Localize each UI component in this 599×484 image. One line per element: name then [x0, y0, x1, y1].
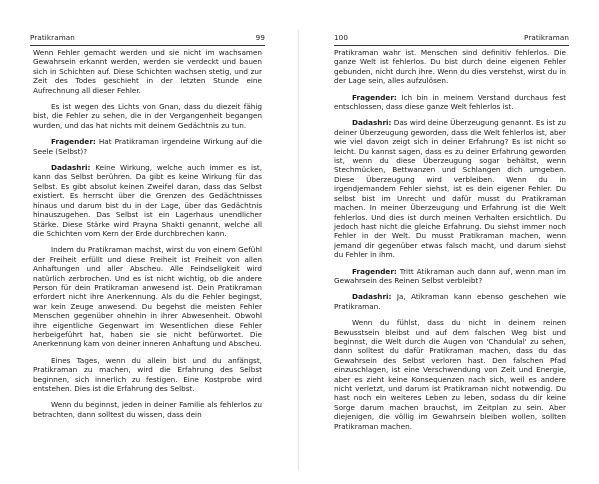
paragraph: Es ist wegen des Lichts von Gnan, dass du diezeit fähig bist, die Fehler zu sehen, die in der Vergangenheit begangen wurden, und das hat nichts mit deinem Gedächtnis zu tun. — [33, 102, 262, 130]
page-number: 100 — [334, 33, 349, 42]
dialog-paragraph: Dadashri: Das wird deine Überzeugung genannt. Es ist zu deiner Überzeugung geworden, dass die Welt fehlerlos ist, aber wie viel davon zeigt sich in deiner Erfahrung? Es ist nicht so leicht. Du kannst sagen, dass es zu deiner Erfahrung geworden ist, wenn du diese Überzeugung sogar behältst, wenn Stechmücken, Bettwanzen und Schlangen dich umgeben. Diese Überzeugung wird verbleiben. Wenn du in irgendjemandem Fehler siehst, ist es dein eigener Fehler. Du selbst bist im Unrecht und dafür musst du Pratikraman machen. In meiner Überzeugung und Erfahrung ist die Welt fehlerlos. Und dies ist durch meinen Verhalten ersichtlich. Du jedoch hast nicht die gleiche Erfahrung. Du siehst immer noch Fehler in der Welt. Du musst Pratikraman machen, wenn jemand dir gegenüber etwas falsch macht, und darum siehst du Fehler in ihm. — [334, 118, 566, 260]
running-head — [30, 33, 265, 45]
dialog-paragraph: Fragender: Hat Pratikraman irgendeine Wirkung auf die Seele (Selbst)? — [33, 137, 262, 156]
speaker-label: Dadashri: — [352, 118, 392, 128]
right-page — [300, 0, 599, 484]
speaker-label: Fragender: — [352, 266, 397, 276]
page-body — [33, 48, 262, 426]
running-head-title: Pratikraman — [30, 33, 75, 42]
paragraph: Wenn Fehler gemacht werden und sie nicht im wachsamen Gewahrsein erkannt werden, werden sie verdeckt und bauen sich in Schichten auf. Diese Schichten wachsen stetig, und zur Zeit des Todes geschieht in der letzten Stunde eine Aufrechnung all dieser Fehler. — [33, 48, 262, 95]
page-number: 99 — [255, 33, 265, 42]
paragraph: Indem du Pratikraman machst, wirst du von einem Gefühl der Freiheit erfüllt und diese Freiheit ist Freiheit von allen Anhaftungen und aller Abscheu. Alle Feindseligkeit wird natürlich zerbrochen. Und es ist nicht wichtig, ob die andere Person für dein Pratikraman anwesend ist. Dein Pratikraman erfordert nicht ihre Anerkennung. Als du die Fehler begingst, war kein Zeuge anwesend. Du begehst die meisten Fehler Menschen gegenüber ohnehin in ihrer Abwesenheit. Obwohl ihre eigentliche Gegenwart im Wesentlichen diese Fehler herbeigeführt hat, haben sie sie nicht befürwortet. Die Anerkennung kam von deiner inneren Anhaftung und Abscheu. — [33, 245, 262, 349]
paragraph: Eines Tages, wenn du allein bist und du anfängst, Pratikraman zu machen, wird die Erfahrung des Selbst beginnen, sich innerlich zu festigen. Eine Kostprobe wird entstehen. Dies ist die Erfahrung des Selbst. — [33, 355, 262, 393]
paragraph: Wenn du beginnst, jeden in deiner Familie als fehlerlos zu betrachten, dann solltest du wissen, dass dein — [33, 400, 262, 419]
paragraph: Wenn du fühlst, dass du nicht in deinem reinen Bewusstsein bleibst und auf dem falschen Weg bist und beginnst, die Welt durch die Augen von 'Chandulal' zu sehen, dann solltest du dafür Pratikraman machen, dass du das Gewahrsein des Selbst verloren hast. Den falschen Pfad einzuschlagen, ist eine Verschwendung von Zeit und Energie, aber es zieht keine Konsequenzen nach sich, weil es andere nicht verletzt, und darum ist Pratikraman nicht notwendig. Du hast noch ein weiteres Leben zu leben, sodass du dir keine Sorge darum machen brauchst, im Zeitplan zu sein. Aber diejenigen, die völlig im Gewahrsein bleiben wollen, sollten Pratikraman machen. — [334, 318, 566, 431]
speaker-label: Dadashri: — [352, 292, 392, 302]
speaker-label: Dadashri: — [51, 163, 91, 173]
header-rule — [30, 45, 265, 46]
dialog-paragraph: Fragender: Tritt Atikraman auch dann auf, wenn man im Gewahrsein des Reinen Selbst verbleibt? — [334, 266, 566, 285]
header-rule — [334, 45, 569, 46]
running-head — [334, 33, 569, 45]
dialog-paragraph: Fragender: Ich bin in meinem Verstand durchaus fest entschlossen, dass diese ganze Welt fehlerlos ist. — [334, 92, 566, 112]
left-page — [0, 0, 299, 484]
dialog-paragraph: Dadashri: Keine Wirkung, welche auch immer es ist, kann das Selbst berühren. Da gibt es keine Wirkung für das Selbst. Es gibt absolut keinen Zweifel daran, dass das Selbst existiert. Es herrscht über die Grenzen des Gedächtnisses hinaus und darum bist du in der Lage, über das Gedächtnis hinauszugehen. Das Selbst ist ein Lagerhaus unendlicher Stärke. Diese Stärke wird Prayna Shakti genannt, welche all die Schichten vom Kern der Erde durchbrechen kann. — [33, 163, 262, 238]
speaker-label: Fragender: — [51, 137, 96, 147]
speaker-label: Fragender: — [352, 92, 397, 102]
paragraph: Pratikraman wahr ist. Menschen sind definitiv fehlerlos. Die ganze Welt ist fehlerlos. Du bist durch deine eigenen Fehler gebunden, nicht durch ihre. Wenn du dies verstehst, wirst du in der Lage sein, alles aufzulösen. — [334, 48, 566, 86]
running-head-title: Pratikraman — [524, 33, 569, 42]
page-body — [334, 48, 566, 438]
dialog-paragraph: Dadashri: Ja, Atikraman kann ebenso geschehen wie Pratikraman. — [334, 292, 566, 311]
